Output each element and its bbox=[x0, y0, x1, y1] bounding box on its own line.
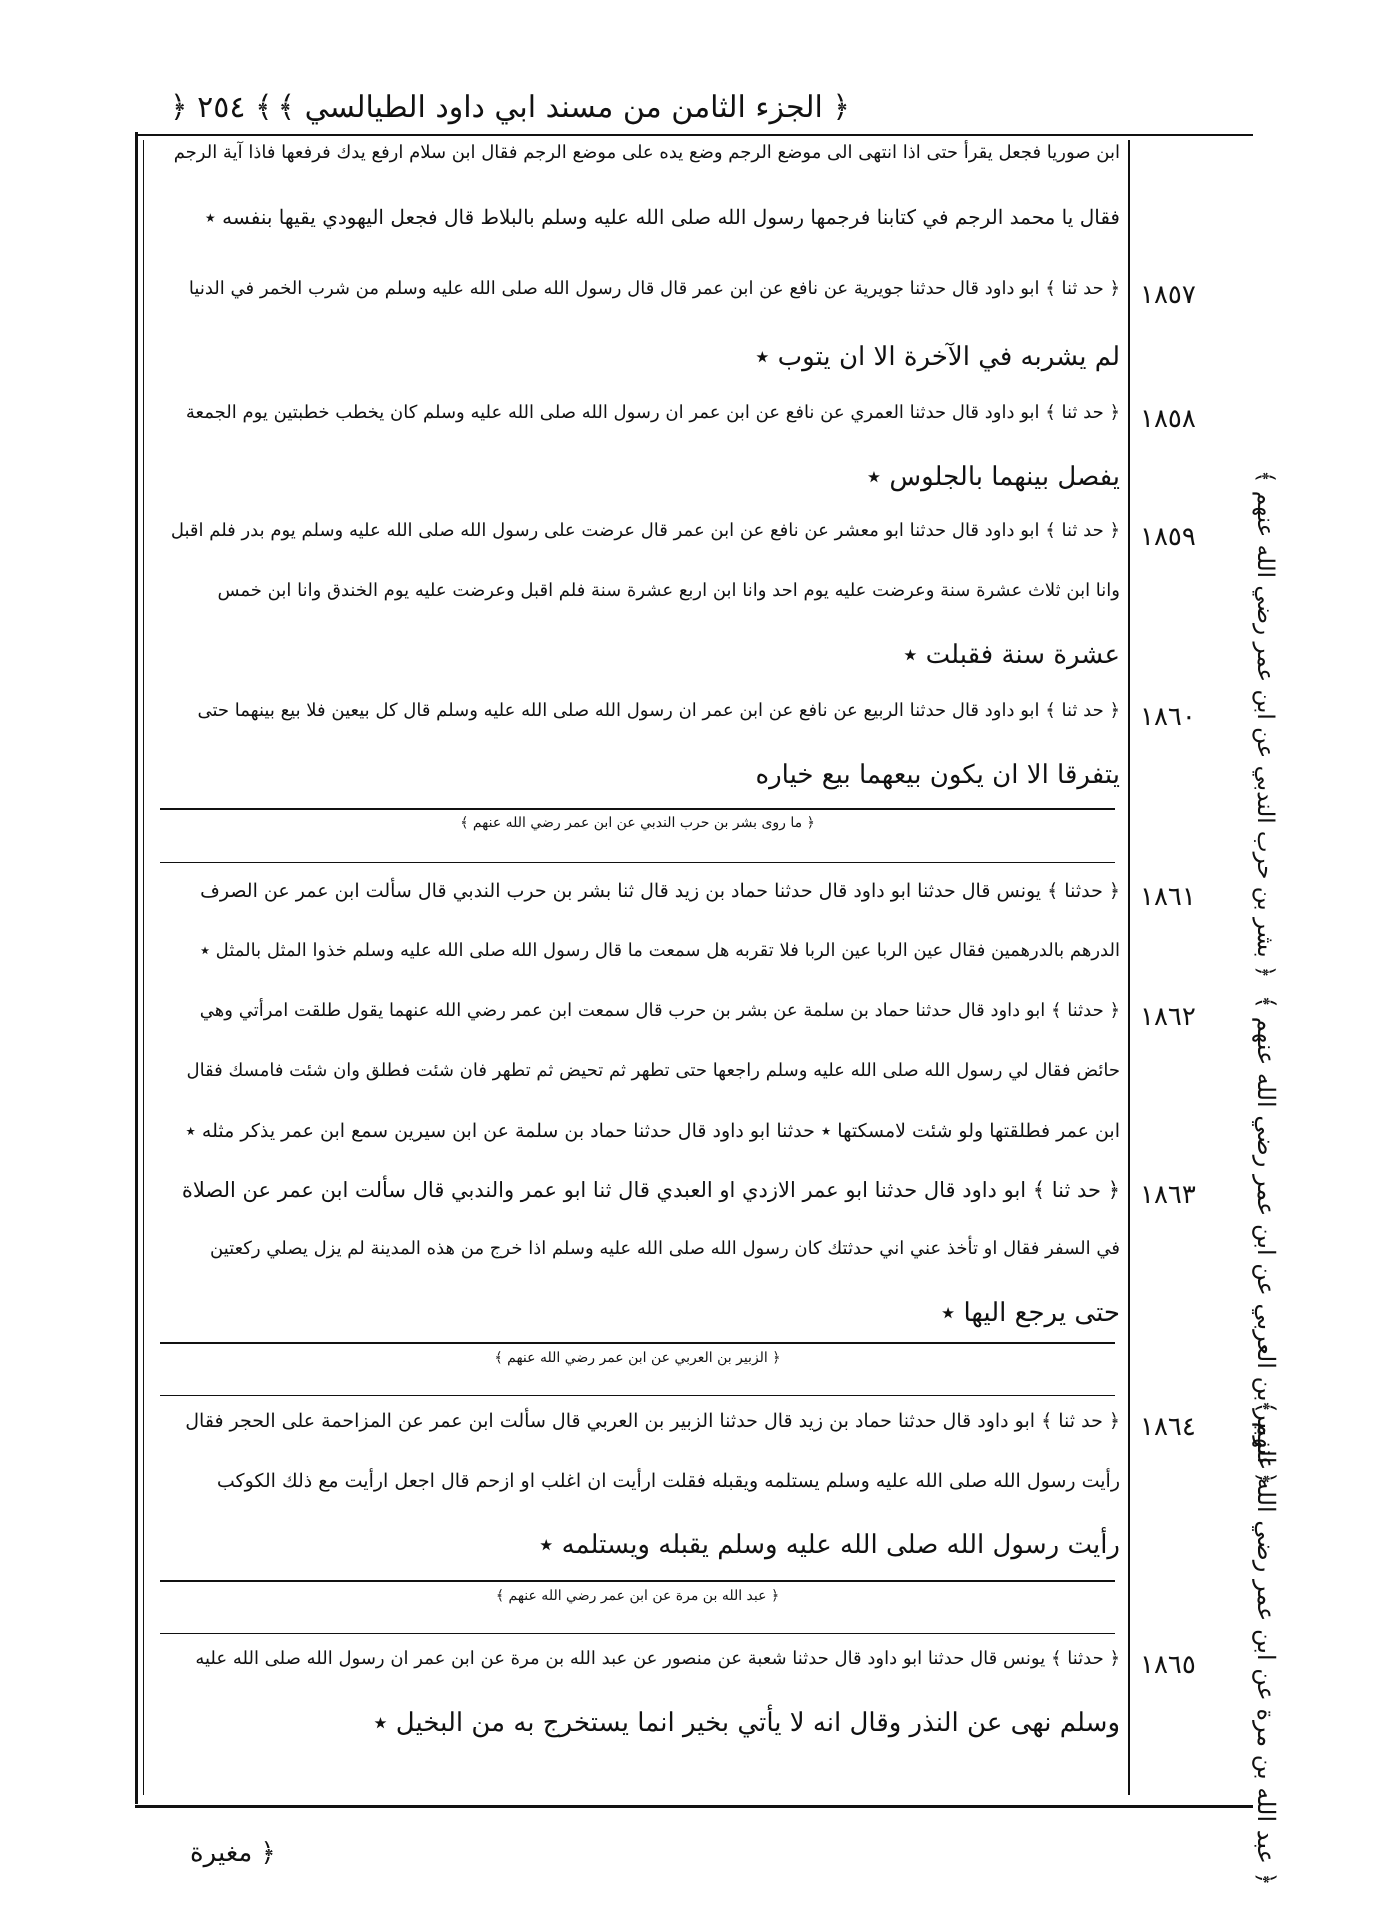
text-line: ﴿ حد ثنا ﴾ ابو داود قال حدثنا العمري عن نافع عن ابن عمر ان رسول الله صلى الله عليه وسلم كان يخطب خطبتين يوم الجمعة bbox=[185, 402, 1120, 423]
section-rule bbox=[160, 1395, 1115, 1396]
page-frame-inner-rule bbox=[143, 140, 144, 1795]
hadith-number: ١٨٥٧ bbox=[1140, 280, 1196, 310]
text-line: يفصل بينهما بالجلوس ٭ bbox=[866, 462, 1120, 492]
hadith-number: ١٨٦٠ bbox=[1140, 702, 1196, 732]
text-line: حائض فقال لي رسول الله صلى الله عليه وسلم راجعها حتى تطهر ثم تحيض ثم تطهر فان شئت فطلق وان شئت فامسك فقال bbox=[186, 1060, 1120, 1081]
hadith-number: ١٨٦٥ bbox=[1140, 1650, 1196, 1680]
number-column-rule bbox=[1128, 140, 1130, 1795]
text-line: رأيت رسول الله صلى الله عليه وسلم يستلمه ويقبله فقلت ارأيت ان اغلب او ازحم قال اجعل ارأيت مع ذلك الكوكب bbox=[216, 1470, 1120, 1492]
text-line: حتى يرجع اليها ٭ bbox=[941, 1298, 1120, 1328]
section-rule bbox=[160, 862, 1115, 863]
hadith-number: ١٨٥٨ bbox=[1140, 404, 1196, 434]
text-line: ﴿ حدثنا ﴾ يونس قال حدثنا ابو داود قال حدثنا حماد بن زيد قال ثنا بشر بن حرب الندبي قال سألت ابن عمر عن الصرف bbox=[200, 880, 1120, 902]
text-line: وانا ابن ثلاث عشرة سنة وعرضت عليه يوم احد وانا ابن اربع عشرة سنة فلم اقبل وعرضت عليه يوم الخندق وانا ابن خمس bbox=[217, 580, 1120, 601]
section-rule bbox=[160, 1342, 1115, 1344]
text-line: ﴿ حد ثنا ﴾ ابو داود قال حدثنا الربيع عن نافع عن ابن عمر ان رسول الله صلى الله عليه وسلم قال كل بيعين فلا بيع بينهما حتى bbox=[197, 700, 1120, 721]
section-heading: ﴿ ما روى بشر بن حرب الندبي عن ابن عمر رضي الله عنهم ﴾ bbox=[460, 815, 815, 831]
text-line: لم يشربه في الآخرة الا ان يتوب ٭ bbox=[755, 342, 1120, 372]
section-rule bbox=[160, 1633, 1115, 1634]
hadith-number: ١٨٦٣ bbox=[1140, 1180, 1196, 1210]
text-line: في السفر فقال او تأخذ عني اني حدثتك كان رسول الله صلى الله عليه وسلم اذا خرج من هذه المدينة لم يزل يصلي ركعتين bbox=[210, 1238, 1120, 1259]
text-line: ﴿ حدثنا ﴾ يونس قال حدثنا ابو داود قال حدثنا شعبة عن منصور عن عبد الله بن مرة عن ابن عمر ان رسول الله صلى الله عليه bbox=[195, 1648, 1120, 1669]
text-line: ﴿ حد ثنا ﴾ ابو داود قال حدثنا حماد بن زيد قال حدثنا الزبير بن العربي قال سألت ابن عمر عن المزاحمة على الحجر فقال bbox=[185, 1410, 1120, 1432]
text-line: الدرهم بالدرهمين فقال عين الربا عين الربا فلا تقربه هل سمعت ما قال رسول الله صلى الله عليه وسلم خذوا المثل بالمثل ٭ bbox=[200, 940, 1120, 961]
hadith-number: ١٨٥٩ bbox=[1140, 522, 1196, 552]
margin-note: ﴿ عبد الله بن مرة عن ابن عمر رضي الله عنهم ﴾ bbox=[1252, 1400, 1280, 1886]
text-line: عشرة سنة فقبلت ٭ bbox=[903, 640, 1120, 670]
hadith-number: ١٨٦٤ bbox=[1140, 1412, 1196, 1442]
text-line: ابن عمر فطلقتها ولو شئت لامسكتها ٭ حدثنا ابو داود قال حدثنا حماد بن سلمة عن ابن سيرين سمع ابن عمر يذكر مثله ٭ bbox=[185, 1120, 1120, 1142]
text-line: يتفرقا الا ان يكون بيعهما بيع خياره bbox=[755, 760, 1120, 790]
page-number: ﴿ ٢٥٤ ﴾ bbox=[170, 90, 273, 125]
text-line: وسلم نهى عن النذر وقال انه لا يأتي بخير انما يستخرج به من البخيل ٭ bbox=[373, 1708, 1120, 1738]
page-header bbox=[170, 88, 850, 138]
bottom-rule bbox=[135, 1805, 1253, 1808]
catchword: ﴿ مغيرة bbox=[190, 1838, 276, 1868]
text-line: ﴿ حد ثنا ﴾ ابو داود قال حدثنا جويرية عن نافع عن ابن عمر قال قال رسول الله صلى الله عليه وسلم من شرب الخمر في الدنيا bbox=[188, 278, 1120, 299]
text-line: رأيت رسول الله صلى الله عليه وسلم يقبله ويستلمه ٭ bbox=[539, 1530, 1120, 1560]
section-heading: ﴿ عبد الله بن مرة عن ابن عمر رضي الله عنهم ﴾ bbox=[495, 1588, 780, 1604]
margin-note: ﴿ الزبير بن العربي عن ابن عمر رضي الله عنهم ﴾ bbox=[1252, 995, 1280, 1486]
section-heading: ﴿ الزبير بن العربي عن ابن عمر رضي الله عنهم ﴾ bbox=[494, 1350, 781, 1366]
section-rule bbox=[160, 1580, 1115, 1582]
section-rule bbox=[160, 808, 1115, 810]
text-line: ﴿ حدثنا ﴾ ابو داود قال حدثنا حماد بن سلمة عن بشر بن حرب قال سمعت ابن عمر رضي الله عنهما يقول طلقت امرأتي وهي bbox=[199, 1000, 1120, 1021]
text-line: فقال يا محمد الرجم في كتابنا فرجمها رسول الله صلى الله عليه وسلم بالبلاط قال فجعل اليهودي يقيها بنفسه ٭ bbox=[204, 205, 1120, 229]
running-title: ﴿ الجزء الثامن من مسند ابي داود الطيالسي ﴾ bbox=[277, 90, 850, 125]
text-line: ﴿ حد ثنا ﴾ ابو داود قال حدثنا ابو عمر الازدي او العبدي قال ثنا ابو عمر والندبي قال سألت ابن عمر عن الصلاة bbox=[181, 1178, 1120, 1202]
text-line: ابن صوريا فجعل يقرأ حتى اذا انتهى الى موضع الرجم وضع يده على موضع الرجم فقال ابن سلام ارفع يدك فرفعها فاذا آية الرجم bbox=[173, 142, 1120, 163]
hadith-number: ١٨٦٢ bbox=[1140, 1002, 1196, 1032]
text-line: ﴿ حد ثنا ﴾ ابو داود قال حدثنا ابو معشر عن نافع عن ابن عمر قال عرضت على رسول الله صلى الله عليه وسلم يوم بدر فلم اقبل bbox=[170, 520, 1120, 541]
margin-note: ﴿ بشر بن حرب الندبي عن ابن عمر رضي الله عنهم ﴾ bbox=[1252, 470, 1278, 979]
hadith-number: ١٨٦١ bbox=[1140, 882, 1196, 912]
